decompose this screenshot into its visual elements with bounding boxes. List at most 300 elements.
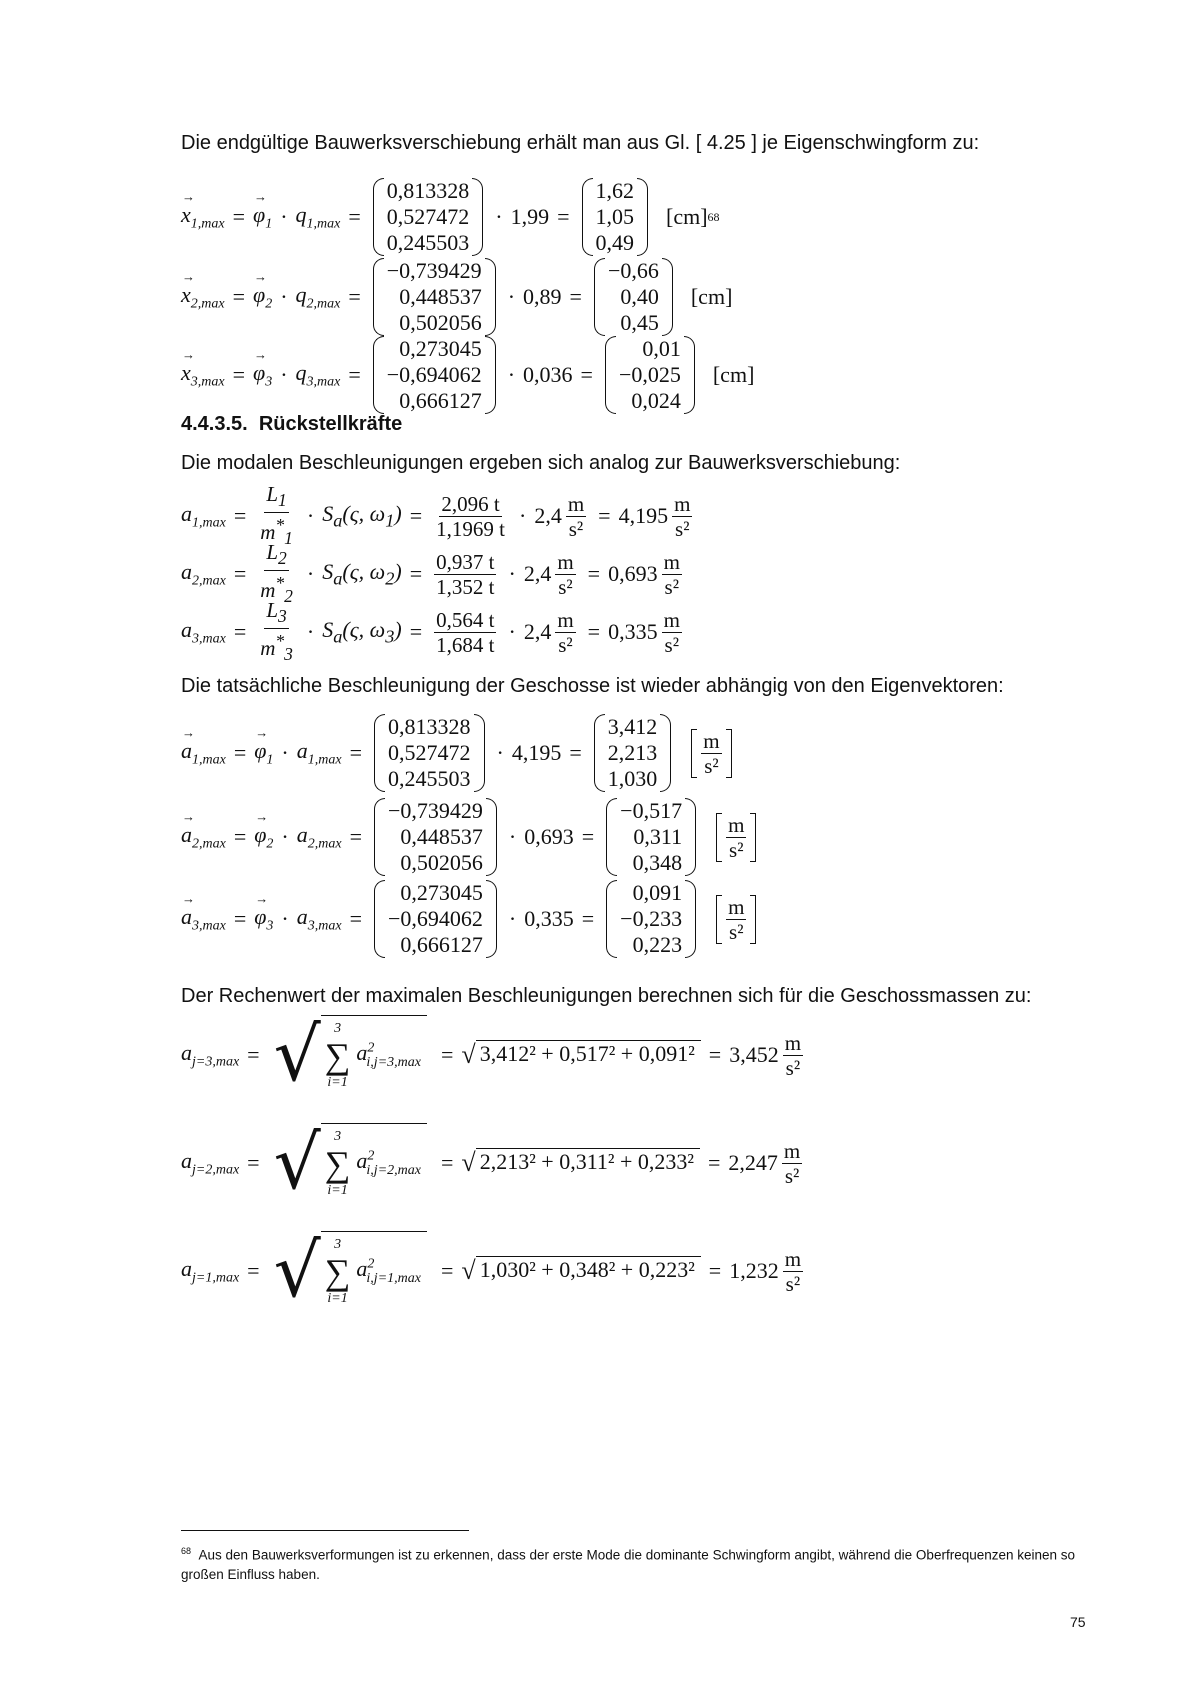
matrix-entry: −0,66 — [607, 258, 659, 283]
participation-numerator-index: 1 — [278, 490, 287, 511]
operator: = — [440, 1150, 454, 1175]
matrix-entry: 0,49 — [595, 230, 635, 255]
acceleration-row — [181, 714, 732, 792]
left-paren — [373, 258, 384, 336]
operator: = — [349, 824, 362, 849]
left-bracket — [691, 729, 697, 778]
unit-label: [cm] — [690, 284, 733, 309]
floor-acceleration-symbol: $a_{j=2,max}$ — [181, 1147, 240, 1178]
displacement-vector-values — [593, 178, 638, 256]
acceleration-vector-values — [617, 798, 685, 876]
section-number: 4.4.3.5. — [181, 413, 248, 435]
spectral-acceleration: $S_a(\varsigma$, $\omega_2$) — [322, 558, 402, 589]
summation — [325, 1021, 351, 1091]
modal-coordinate-symbol-subscript: 1,max — [306, 216, 341, 232]
outer-radicand — [321, 1015, 427, 1095]
mass-fraction-numerator: 0,564 t — [436, 607, 495, 632]
sum-term: $a^2_{i,j=3,max}$ — [356, 1040, 421, 1070]
sum-upper-limit: 3 — [334, 1236, 342, 1252]
mode-shape-symbol-symbol: → φ — [253, 282, 265, 308]
summation — [325, 1129, 351, 1199]
matrix-entry: 0,502056 — [399, 310, 482, 335]
left-paren — [373, 336, 384, 414]
displacement-symbol-subscript: 1,max — [190, 216, 225, 232]
acceleration-vector — [606, 880, 696, 958]
participation-denominator-index: 2 — [284, 586, 293, 607]
unit-fraction-numerator: m — [663, 549, 680, 574]
displacement-symbol-symbol: → x — [181, 360, 191, 386]
modal-acceleration-symbol: $a_{3,max}$ — [296, 903, 342, 934]
scale-factor: 0,89 — [523, 284, 562, 309]
operator: = — [580, 362, 593, 387]
radical-sign: √ — [273, 1228, 321, 1314]
unit-fraction-denominator: s² — [664, 632, 679, 657]
sum-term-subscript: i,j=3,max — [366, 1054, 421, 1070]
matrix-entry: −0,694062 — [388, 906, 483, 931]
mode-shape-vector — [374, 798, 497, 876]
floor-acceleration-subscript: j=3,max — [192, 1054, 240, 1070]
mode-shape-symbol-symbol: → φ — [254, 822, 266, 848]
unit-fraction — [566, 492, 586, 541]
mode-shape-vector-values — [384, 178, 473, 256]
matrix-entry: 0,01 — [642, 336, 681, 361]
srss-row — [181, 1120, 806, 1206]
acceleration-vector-values — [605, 714, 661, 792]
matrix-entry: 0,273045 — [399, 336, 482, 361]
unit-fraction-denominator: s² — [558, 574, 573, 599]
page-number: 75 — [1070, 1614, 1086, 1630]
matrix-entry: 2,213 — [607, 740, 658, 765]
operator: · — [508, 906, 517, 931]
operator: · — [518, 503, 527, 529]
unit-fraction-denominator: s² — [784, 1163, 800, 1188]
mass-fraction-numerator: 0,937 t — [436, 549, 495, 574]
operator: = — [247, 1042, 260, 1067]
operator: = — [440, 1258, 454, 1283]
modal-acceleration-symbol — [181, 617, 226, 647]
mode-shape-vector-values — [385, 798, 486, 876]
inner-root — [461, 1148, 700, 1178]
operator: · — [281, 740, 289, 765]
matrix-entry: 0,448537 — [399, 284, 482, 309]
modal-acceleration-subscript: 2,max — [307, 836, 342, 852]
unit-fraction — [662, 608, 682, 657]
left-paren — [374, 798, 385, 876]
unit-fraction-numerator: m — [728, 894, 745, 919]
operator: · — [508, 824, 517, 849]
unit-fraction-numerator: m — [557, 607, 574, 632]
inner-root — [461, 1256, 700, 1286]
matrix-entry: 0,273045 — [400, 880, 483, 905]
unit-fraction-denominator: s² — [729, 837, 744, 862]
modal-coordinate-symbol-symbol: q — [295, 201, 307, 227]
acceleration-vector — [606, 798, 696, 876]
modal-row — [181, 598, 686, 666]
radical-sign: √ — [273, 1012, 321, 1098]
matrix-entry: 0,666127 — [400, 932, 483, 957]
mass-fraction — [434, 492, 507, 541]
unit-fraction-numerator: m — [674, 491, 691, 516]
acceleration-vector-symbol — [181, 738, 226, 768]
sum-lower-limit: i=1 — [327, 1290, 348, 1306]
operator: = — [247, 1150, 260, 1175]
outer-root — [273, 1012, 427, 1098]
operator: = — [232, 204, 246, 229]
spectral-value: 2,4 — [523, 619, 552, 645]
right-paren — [472, 178, 483, 256]
operator: · — [280, 204, 288, 229]
mass-fraction-denominator: 1,1969 t — [436, 516, 505, 541]
right-paren — [486, 798, 497, 876]
modal-coordinate-symbol — [296, 282, 341, 312]
operator: = — [349, 906, 362, 931]
participation-denominator: $m^*_3$ — [260, 631, 293, 665]
matrix-entry: 0,448537 — [400, 824, 483, 849]
mode-shape-symbol-symbol: → φ — [254, 904, 266, 930]
unit-fraction-denominator: s² — [558, 632, 573, 657]
right-bracket — [750, 895, 756, 944]
sum-term: $a^2_{i,j=1,max}$ — [356, 1256, 421, 1286]
acceleration-vector-symbol-subscript: 2,max — [192, 836, 226, 852]
omega-index: 2 — [385, 568, 395, 589]
srss-result: 2,247 — [728, 1150, 778, 1175]
floor-acceleration-subscript: j=2,max — [192, 1162, 240, 1178]
right-paren — [662, 258, 673, 336]
sum-upper-limit: 3 — [334, 1020, 342, 1036]
left-paren — [594, 258, 605, 336]
matrix-entry: −0,517 — [620, 798, 683, 823]
displacement-symbol — [181, 202, 225, 232]
spectral-value: 2,4 — [534, 503, 562, 529]
mode-shape-symbol-symbol: → φ — [253, 360, 265, 386]
mode-shape-symbol-subscript: 1 — [265, 216, 273, 232]
modal-acceleration-symbol-subscript: 2,max — [192, 573, 226, 589]
floor-acceleration-symbol: $a_{j=1,max}$ — [181, 1255, 240, 1286]
operator: = — [440, 1042, 454, 1067]
sigma-symbol: ∑ — [324, 1035, 351, 1076]
matrix-entry: 0,091 — [632, 880, 683, 905]
displacement-symbol-subscript: 2,max — [190, 296, 225, 312]
participation-denominator: $m^*_2$ — [260, 573, 293, 607]
left-paren — [606, 798, 617, 876]
footnote — [181, 1542, 1081, 1584]
participation-numerator: $L_1$ — [264, 482, 288, 513]
right-bracket — [726, 729, 732, 778]
unit-fraction — [662, 550, 682, 599]
operator: = — [708, 1258, 722, 1283]
mass-fraction — [434, 550, 496, 599]
left-paren — [373, 178, 384, 256]
unit-fraction — [555, 608, 575, 657]
acceleration-vector-symbol-symbol: → a — [181, 822, 192, 848]
mode-shape-vector-values — [384, 336, 485, 414]
floor-acceleration-symbol: $a_{j=3,max}$ — [181, 1039, 240, 1070]
acceleration-vector — [594, 714, 672, 792]
mode-shape-vector — [374, 880, 497, 958]
operator: = — [409, 503, 423, 529]
sum-term-subscript: i,j=1,max — [366, 1270, 421, 1286]
operator: · — [507, 362, 516, 387]
operator: = — [232, 362, 246, 387]
mode-shape-symbol-symbol: → φ — [253, 202, 265, 228]
radical-sign: √ — [461, 1148, 476, 1177]
matrix-entry: 0,40 — [620, 284, 659, 309]
inner-radicand: 1,030² + 0,348² + 0,223² — [476, 1256, 701, 1286]
outer-root — [273, 1228, 427, 1314]
unit-fraction-numerator: m — [783, 1138, 801, 1163]
right-bracket — [750, 813, 756, 862]
acceleration-row — [181, 880, 756, 958]
unit-fraction-denominator: s² — [785, 1271, 801, 1296]
matrix-entry: 0,311 — [633, 824, 683, 849]
sum-upper-limit: 3 — [334, 1128, 342, 1144]
participation-numerator: $L_3$ — [264, 598, 288, 629]
mode-shape-vector — [373, 258, 496, 336]
scale-factor: 4,195 — [511, 740, 562, 765]
footnote-text: Aus den Bauwerksverformungen ist zu erkennen, dass der erste Mode die dominante Schwingform angibt, während die Oberfrequenzen keinen so großen Einfluss haben. — [181, 1547, 1076, 1582]
operator: · — [306, 561, 315, 587]
mass-fraction-numerator: 2,096 t — [441, 491, 500, 516]
summation — [325, 1237, 351, 1307]
srss-result: 1,232 — [729, 1258, 779, 1283]
displacement-symbol-symbol: → x — [181, 202, 191, 228]
radical-sign: √ — [461, 1040, 476, 1069]
outer-radicand — [321, 1123, 427, 1203]
unit-fraction-numerator: m — [703, 728, 720, 753]
footnote-rule — [181, 1530, 469, 1531]
operator: = — [348, 362, 361, 387]
operator: · — [496, 740, 504, 765]
matrix-entry: 0,245503 — [386, 230, 470, 255]
acceleration-vector-values — [617, 880, 685, 958]
srss-row — [181, 1228, 807, 1314]
unit-fraction-denominator: s² — [729, 919, 744, 944]
operator: = — [598, 503, 611, 529]
operator: = — [707, 1150, 721, 1175]
unit-fraction-denominator: s² — [704, 753, 719, 778]
matrix-entry: −0,739429 — [388, 798, 483, 823]
unit-fraction — [726, 895, 746, 944]
operator: = — [232, 284, 246, 309]
scale-factor: 0,693 — [524, 824, 574, 849]
sum-lower-limit: i=1 — [327, 1182, 348, 1198]
mass-fraction-denominator: 1,352 t — [436, 574, 495, 599]
unit-fraction — [555, 550, 575, 599]
mode-shape-vector — [374, 714, 485, 792]
participation-denominator-index: 1 — [284, 528, 293, 549]
mode-shape-vector — [373, 178, 484, 256]
operator: = — [581, 824, 595, 849]
footnote-mark: 68 — [181, 1546, 192, 1556]
right-paren — [685, 880, 696, 958]
operator: = — [233, 561, 247, 587]
left-paren — [594, 714, 605, 792]
modal-acceleration-symbol-symbol: a — [181, 616, 192, 642]
unit-bracket — [716, 813, 756, 862]
matrix-entry: 0,502056 — [400, 850, 483, 875]
mode-shape-symbol — [253, 282, 272, 312]
left-paren — [374, 880, 385, 958]
matrix-entry: −0,694062 — [386, 362, 482, 387]
mode-shape-vector-values — [384, 258, 485, 336]
modal-coordinate-symbol — [296, 360, 341, 390]
unit-fraction — [783, 1031, 803, 1080]
participation-fraction — [258, 598, 295, 666]
operator: = — [569, 284, 582, 309]
matrix-entry: 0,813328 — [388, 714, 471, 739]
operator: · — [507, 284, 516, 309]
unit-fraction-denominator: s² — [568, 516, 584, 541]
radical-sign: √ — [461, 1256, 476, 1285]
matrix-entry: 0,348 — [632, 850, 683, 875]
displacement-vector — [582, 178, 649, 256]
floor-acceleration-subscript: j=1,max — [192, 1270, 240, 1286]
matrix-entry: 0,527472 — [388, 740, 471, 765]
accel-intro-text: Die tatsächliche Beschleunigung der Geschosse ist wieder abhängig von den Eigenvektoren: — [181, 675, 1004, 697]
matrix-entry: −0,233 — [620, 906, 683, 931]
mode-shape-vector-values — [385, 880, 486, 958]
displacement-symbol — [181, 282, 225, 312]
operator: = — [409, 619, 423, 645]
mode-shape-symbol-subscript: 3 — [265, 374, 273, 390]
acceleration-vector-symbol-symbol: → a — [181, 738, 192, 764]
left-paren — [582, 178, 593, 256]
matrix-entry: 0,666127 — [399, 388, 482, 413]
modal-acceleration-symbol-symbol: a — [181, 500, 192, 526]
sum-lower-limit: i=1 — [327, 1074, 348, 1090]
unit-fraction — [783, 1247, 803, 1296]
unit-fraction — [672, 492, 692, 541]
right-paren — [685, 798, 696, 876]
operator: = — [349, 740, 362, 765]
displacement-row — [181, 336, 754, 414]
matrix-entry: 0,245503 — [388, 766, 471, 791]
displacement-symbol — [181, 360, 225, 390]
section-title: Rückstellkräfte — [258, 413, 403, 435]
spectral-value: 2,4 — [523, 561, 552, 587]
inner-radicand: 2,213² + 0,311² + 0,233² — [476, 1148, 700, 1178]
mass-fraction-denominator: 1,684 t — [436, 632, 495, 657]
left-paren — [606, 880, 617, 958]
operator: = — [233, 824, 247, 849]
operator: = — [233, 740, 247, 765]
modal-acceleration-symbol — [181, 559, 226, 589]
unit-bracket — [691, 729, 731, 778]
operator: = — [348, 284, 361, 309]
mode-shape-symbol-symbol: → φ — [254, 738, 266, 764]
participation-numerator: $L_2$ — [264, 540, 288, 571]
unit-fraction-numerator: m — [557, 549, 574, 574]
matrix-entry: 3,412 — [607, 714, 658, 739]
modal-coordinate-symbol-symbol: q — [295, 281, 307, 307]
modal-coordinate-symbol-symbol: q — [295, 359, 307, 385]
participation-denominator: $m^*_1$ — [260, 515, 293, 549]
operator: = — [409, 561, 423, 587]
operator: · — [280, 362, 288, 387]
omega-index: 1 — [385, 510, 395, 531]
modal-acceleration-symbol-symbol: a — [181, 558, 192, 584]
right-paren — [485, 336, 496, 414]
section-heading — [181, 413, 402, 436]
displacement-vector — [605, 336, 695, 414]
unit-fraction-numerator: m — [784, 1246, 802, 1271]
unit-fraction — [726, 813, 746, 862]
modal-acceleration-result: 4,195 — [618, 503, 669, 529]
operator: · — [281, 906, 289, 931]
unit-fraction-numerator: m — [663, 607, 680, 632]
outer-radicand — [321, 1231, 427, 1311]
spectral-acceleration: $S_a(\varsigma$, $\omega_1$) — [322, 500, 402, 531]
unit-fraction — [782, 1139, 802, 1188]
operator: · — [508, 561, 516, 587]
matrix-entry: 0,024 — [631, 388, 681, 413]
operator: = — [233, 503, 247, 529]
scale-factor: 1,99 — [510, 204, 550, 229]
modal-coordinate-symbol-subscript: 3,max — [306, 374, 341, 390]
left-bracket — [716, 895, 722, 944]
star-mark: * — [275, 631, 285, 652]
mode-shape-symbol — [253, 202, 272, 232]
unit-fraction-denominator: s² — [785, 1055, 801, 1080]
intro-text: Die endgültige Bauwerksverschiebung erhält man aus Gl. [ 4.25 ] je Eigenschwingform zu: — [181, 132, 980, 154]
modal-acceleration-subscript: 3,max — [307, 918, 342, 934]
radical-sign: √ — [273, 1120, 321, 1206]
mode-shape-symbol-subscript: 3 — [266, 918, 274, 934]
operator: = — [581, 906, 595, 931]
unit-fraction — [701, 729, 721, 778]
unit-label: [cm] — [712, 362, 755, 387]
left-paren — [605, 336, 616, 414]
srss-result: 3,452 — [729, 1042, 779, 1067]
modal-acceleration-subscript: 1,max — [307, 752, 342, 768]
operator: · — [306, 503, 315, 529]
right-paren — [637, 178, 648, 256]
matrix-entry: 0,527472 — [386, 204, 470, 229]
right-paren — [486, 880, 497, 958]
mode-shape-symbol — [253, 360, 272, 390]
matrix-entry: 0,223 — [632, 932, 683, 957]
acceleration-vector-symbol — [181, 904, 226, 934]
scale-factor: 0,335 — [524, 906, 574, 931]
srss-intro-text: Der Rechenwert der maximalen Beschleunigungen berechnen sich für die Geschossmassen zu: — [181, 985, 1032, 1007]
unit-fraction-numerator: m — [728, 812, 745, 837]
star-mark: * — [275, 573, 285, 594]
acceleration-row — [181, 798, 756, 876]
sum-term-subscript: i,j=2,max — [366, 1162, 421, 1178]
displacement-vector-values — [616, 336, 684, 414]
modal-acceleration-symbol: $a_{1,max}$ — [296, 737, 342, 768]
inner-root — [461, 1040, 700, 1070]
modal-acceleration-symbol: $a_{2,max}$ — [296, 821, 342, 852]
operator: = — [348, 204, 361, 229]
displacement-vector — [594, 258, 673, 336]
mode-shape-symbol-subscript: 2 — [266, 836, 274, 852]
displacement-row — [181, 258, 732, 336]
displacement-symbol-subscript: 3,max — [190, 374, 225, 390]
omega-index: 3 — [385, 626, 395, 647]
matrix-entry: −0,025 — [618, 362, 681, 387]
mode-shape-vector — [373, 336, 496, 414]
displacement-row — [181, 178, 720, 256]
participation-denominator-index: 3 — [284, 644, 293, 665]
modal-acceleration-result: 0,693 — [608, 561, 658, 587]
operator: = — [233, 906, 247, 931]
modal-acceleration-symbol-subscript: 3,max — [192, 631, 226, 647]
unit-fraction-numerator: m — [567, 491, 585, 516]
modal-acceleration-symbol — [181, 501, 226, 531]
modal-coordinate-symbol — [296, 202, 341, 232]
operator: = — [233, 619, 247, 645]
